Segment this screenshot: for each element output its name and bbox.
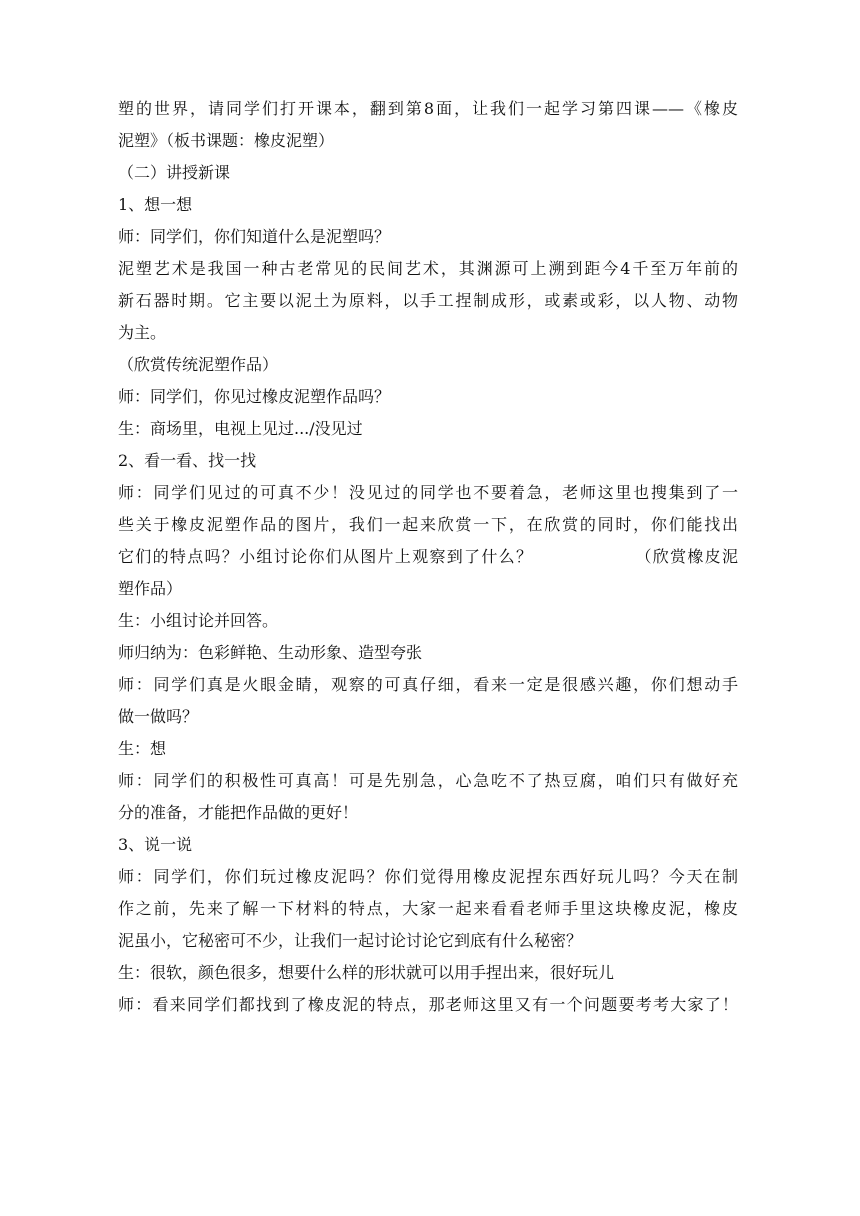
text-line: 师归纳为：色彩鲜艳、生动形象、造型夸张 — [118, 643, 423, 662]
text-line: 些关于橡皮泥塑作品的图片，我们一起来欣赏一下，在欣赏的同时，你们能找出 — [118, 515, 738, 534]
text-line: 师：看来同学们都找到了橡皮泥的特点，那老师这里又有一个问题要考考大家了！ — [118, 995, 738, 1014]
subsection-heading: 3、说一说 — [118, 835, 193, 854]
text-line: 分的准备，才能把作品做的更好！ — [118, 803, 359, 822]
text-line: 师：同学们，你见过橡皮泥塑作品吗？ — [118, 387, 391, 406]
text-line: 生：商场里，电视上见过.../没见过 — [118, 419, 363, 438]
text-line: 师：同学们的积极性可真高！可是先别急，心急吃不了热豆腐，咱们只有做好充 — [118, 771, 738, 790]
text-line: 师：同学们真是火眼金睛，观察的可真仔细，看来一定是很感兴趣，你们想动手 — [118, 675, 738, 694]
text-line: 泥塑》（板书课题：橡皮泥塑） — [118, 131, 335, 150]
text-line: 泥虽小，它秘密可不少，让我们一起讨论讨论它到底有什么秘密？ — [118, 931, 583, 950]
document-page — [118, 93, 738, 1021]
text-line: 师：同学们见过的可真不少！没见过的同学也不要着急，老师这里也搜集到了一 — [118, 483, 738, 502]
text-line: 作之前，先来了解一下材料的特点，大家一起来看看老师手里这块橡皮泥，橡皮 — [118, 899, 738, 918]
text-line: 生：想 — [118, 739, 167, 758]
text-line: 师：同学们，你们知道什么是泥塑吗？ — [118, 227, 391, 246]
text-line: （欣赏传统泥塑作品） — [118, 355, 279, 374]
text-line: 它们的特点吗？小组讨论你们从图片上观察到了什么？ （欣赏橡皮泥 — [118, 547, 738, 566]
text-line: 塑的世界，请同学们打开课本，翻到第8面，让我们一起学习第四课——《橡皮 — [118, 99, 738, 118]
subsection-heading: 2、看一看、找一找 — [118, 451, 257, 470]
text-line: 泥塑艺术是我国一种古老常见的民间艺术，其渊源可上溯到距今4千至万年前的 — [118, 259, 738, 278]
text-line: 塑作品） — [118, 579, 183, 598]
text-line: 生：小组讨论并回答。 — [118, 611, 279, 630]
text-line: 做一做吗？ — [118, 707, 199, 726]
text-line: 生：很软，颜色很多，想要什么样的形状就可以用手捏出来，很好玩儿 — [118, 963, 615, 982]
text-line: 为主。 — [118, 323, 167, 342]
text-line: 师：同学们，你们玩过橡皮泥吗？你们觉得用橡皮泥捏东西好玩儿吗？今天在制 — [118, 867, 738, 886]
text-line: 新石器时期。它主要以泥土为原料，以手工捏制成形，或素或彩，以人物、动物 — [118, 291, 738, 310]
section-heading: （二）讲授新课 — [118, 163, 231, 182]
subsection-heading: 1、想一想 — [118, 195, 193, 214]
